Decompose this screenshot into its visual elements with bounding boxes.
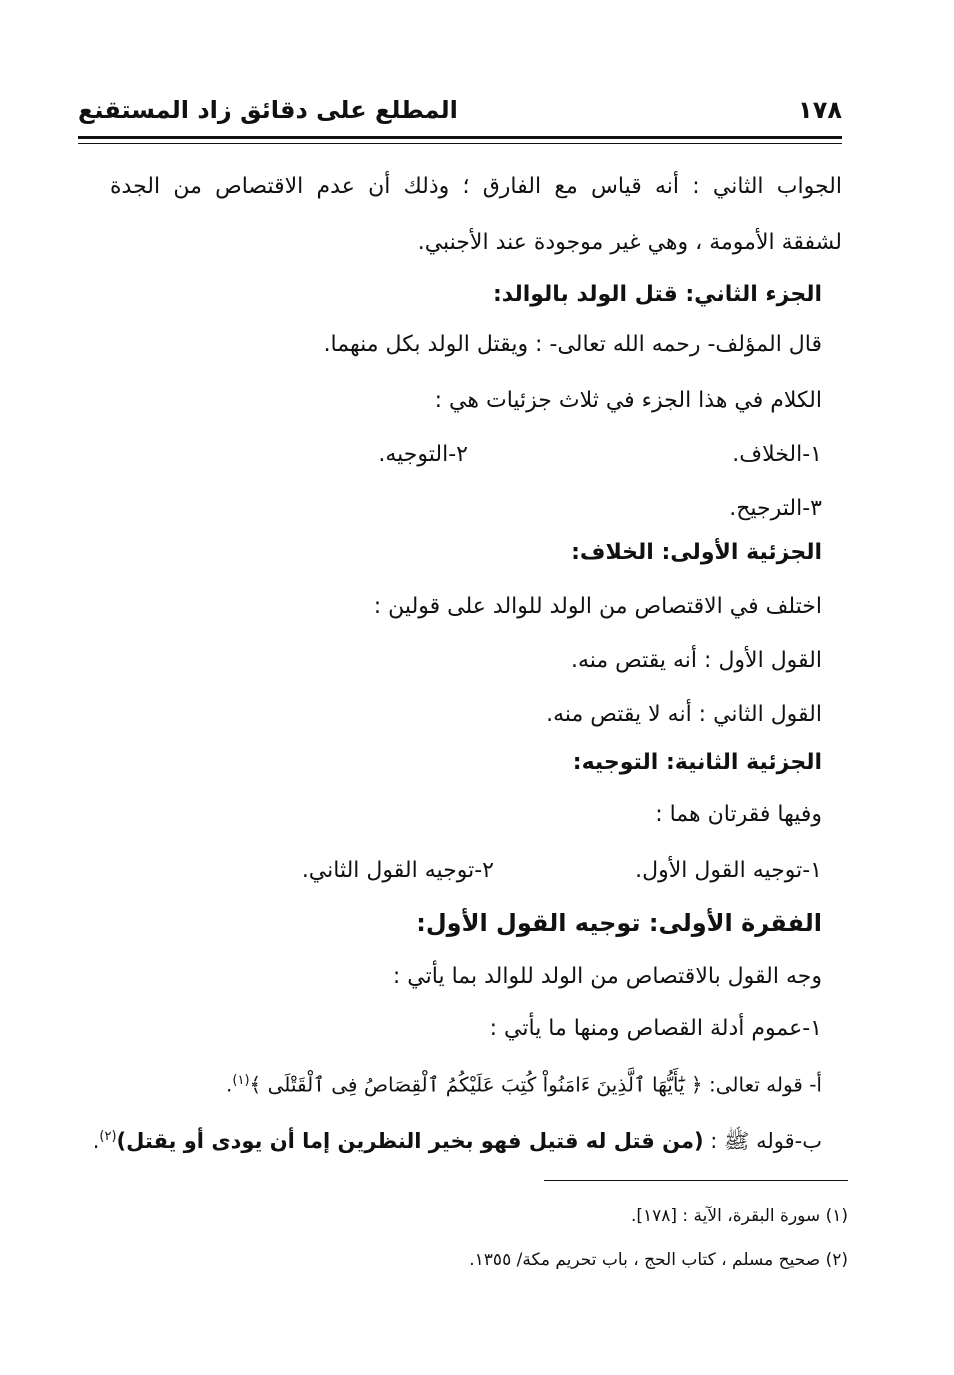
- footnote-separator: [544, 1180, 848, 1181]
- book-title: المطلع على دقائق زاد المستقنع: [78, 96, 458, 124]
- list-item: ٢-توجيه القول الثاني.: [301, 858, 494, 883]
- list-item: ٢-التوجيه.: [378, 442, 468, 467]
- text-line: لشفقة الأمومة ، وهي غير موجودة عند الأجنبي.: [417, 230, 842, 255]
- verse-lead: أ- قوله تعالى:: [702, 1072, 822, 1097]
- line-end: .: [92, 1129, 100, 1153]
- hadith-line: [93, 1122, 822, 1152]
- text-line: الجواب الثاني : أنه قياس مع الفارق ؛ وذلك أن عدم الاقتصاص من الجدة: [110, 174, 842, 199]
- paragraph-heading: الفقرة الأولى: توجيه القول الأول:: [416, 909, 822, 937]
- header-rule-thin: [78, 143, 842, 144]
- page-number: ١٧٨: [798, 96, 842, 124]
- text-line: اختلف في الاقتصاص من الولد للوالد على قولين :: [373, 594, 822, 619]
- subsection-heading: الجزئية الأولى: الخلاف:: [571, 540, 822, 565]
- footnote-ref: (٢): [99, 1129, 117, 1144]
- text-line: ١-عموم أدلة القصاص ومنها ما يأتي :: [489, 1016, 822, 1041]
- header-rule-thick: [78, 136, 842, 139]
- footnote: (٢) صحيح مسلم ، كتاب الحج ، باب تحريم مكة/ ١٣٥٥.: [469, 1250, 848, 1270]
- text-line: القول الثاني : أنه لا يقتص منه.: [546, 702, 822, 727]
- text-line: وفيها فقرتان هما :: [655, 802, 822, 827]
- quran-verse: ﴿ يَٰٓأَيُّهَا ٱلَّذِينَ ءَامَنُواْ كُتِبَ عَلَيْكُمُ ٱلْقِصَاصُ فِى ٱلْقَتْلَى ﴾: [249, 1072, 703, 1097]
- list-item: ١-توجيه القول الأول.: [635, 858, 822, 883]
- line-end: .: [226, 1072, 233, 1097]
- running-header: [78, 92, 842, 132]
- list-item: ١-الخلاف.: [732, 442, 822, 467]
- subsection-heading: الجزئية الثانية: التوجيه:: [572, 750, 822, 775]
- text-line: الكلام في هذا الجزء في ثلاث جزئيات هي :: [434, 388, 822, 413]
- verse-line: [226, 1066, 822, 1096]
- hadith-text: (من قتل له قتيل فهو بخير النظرين إما أن يودى أو يقتل): [116, 1129, 704, 1153]
- text-line: القول الأول : أنه يقتص منه.: [570, 648, 822, 673]
- list-item: ٣-الترجيح.: [729, 496, 822, 521]
- footnote-ref: (١): [232, 1073, 250, 1088]
- footnote: (١) سورة البقرة، الآية : [١٧٨].: [630, 1206, 848, 1226]
- section-heading: الجزء الثاني: قتل الولد بالوالد:: [492, 282, 822, 307]
- text-line: وجه القول بالاقتصاص من الولد للوالد بما يأتي :: [392, 964, 822, 989]
- hadith-lead: ب-قوله ﷺ :: [703, 1129, 822, 1153]
- text-line: قال المؤلف- رحمه الله تعالى- : ويقتل الولد بكل منهما.: [323, 332, 822, 357]
